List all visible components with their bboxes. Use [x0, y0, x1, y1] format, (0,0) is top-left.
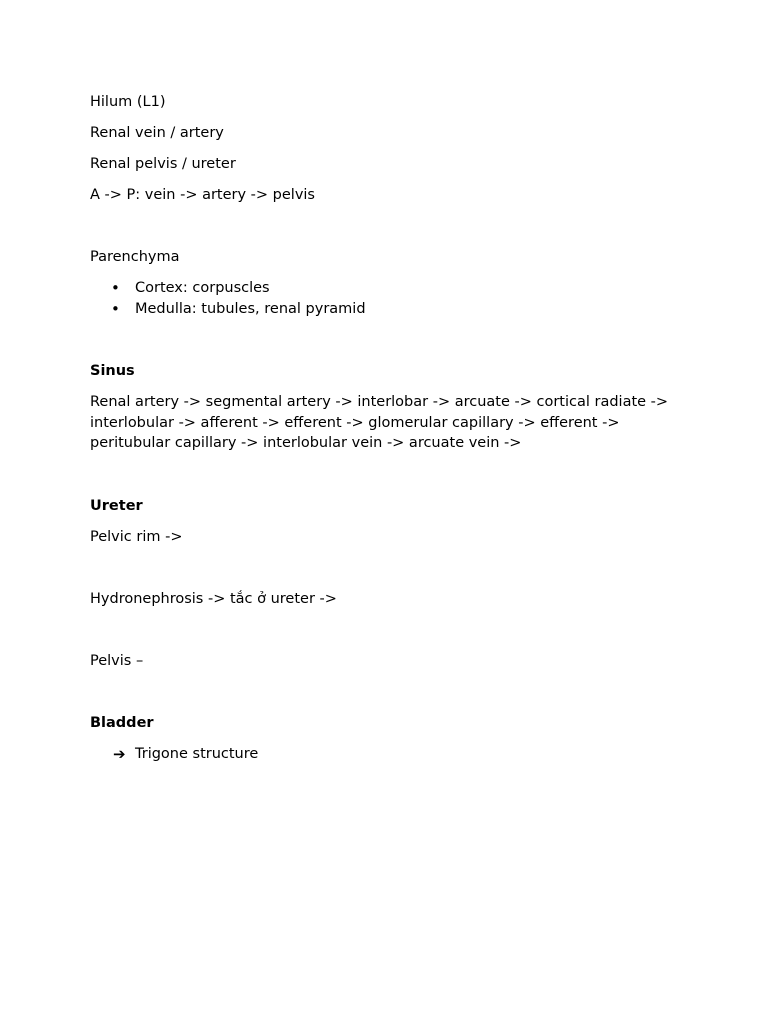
sinus-heading: Sinus — [90, 363, 135, 379]
hilum-line: A -> P: vein -> artery -> pelvis — [90, 187, 315, 203]
ureter-line: Pelvic rim -> — [90, 528, 183, 545]
sinus-paragraph: Renal artery -> segmental artery -> interlobar -> arcuate -> cortical radiate -> interlobular -> afferent -> efferent -> glomerular capillary -> efferent -> peritubular capillary -> interlobular vein -> arcuate vein -> — [90, 394, 669, 451]
list-item — [90, 278, 690, 299]
arrow-right-icon: ➔ — [113, 744, 126, 763]
parenchyma-list — [90, 278, 690, 319]
bladder-heading: Bladder — [90, 714, 154, 731]
list-item — [90, 744, 690, 764]
list-item — [90, 299, 690, 320]
bullet-icon: • — [111, 299, 120, 318]
ureter-heading: Ureter — [90, 497, 143, 514]
list-item-text: Medulla: tubules, renal pyramid — [135, 300, 366, 317]
pelvis-line: Pelvis – — [90, 652, 144, 669]
hilum-line: Renal vein / artery — [90, 125, 224, 141]
bullet-icon: • — [111, 279, 120, 297]
hilum-line: Renal pelvis / ureter — [90, 156, 236, 172]
document-page — [90, 92, 690, 764]
hydronephrosis-line: Hydronephrosis -> tắc ở ureter -> — [90, 590, 337, 607]
parenchyma-heading: Parenchyma — [90, 249, 180, 265]
list-item-text: Cortex: corpuscles — [135, 280, 270, 296]
hilum-heading: Hilum (L1) — [90, 94, 166, 110]
list-item-text: Trigone structure — [135, 745, 259, 762]
